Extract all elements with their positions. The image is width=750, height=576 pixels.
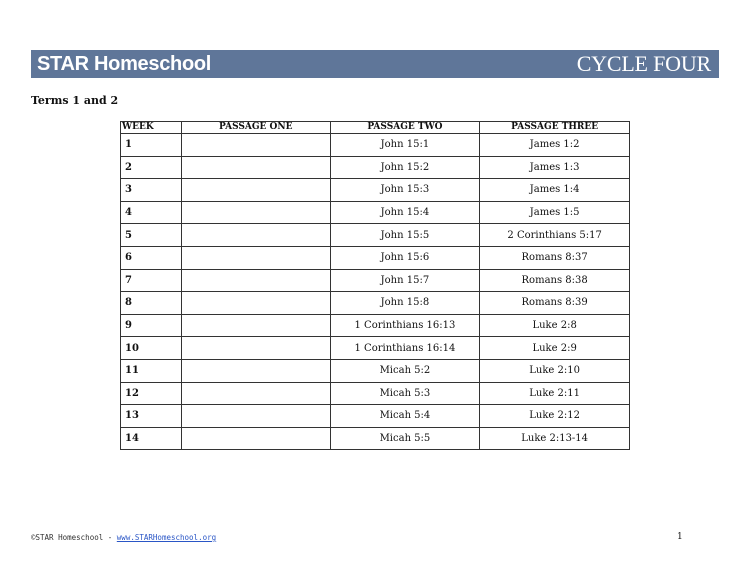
table-header-row [121,122,630,134]
table-row [121,314,630,337]
week-cell: 6 [121,246,182,269]
copyright-text: ©STAR Homeschool - [31,533,117,542]
passage-one-cell [181,224,330,247]
passage-three-cell: Luke 2:13-14 [480,427,630,450]
passage-three-cell: James 1:3 [480,156,630,179]
table-row [121,337,630,360]
week-cell: 9 [121,314,182,337]
week-cell: 8 [121,292,182,315]
passage-three-cell: Luke 2:11 [480,382,630,405]
passage-one-cell [181,269,330,292]
week-cell: 7 [121,269,182,292]
passage-two-cell: John 15:6 [330,246,480,269]
passage-one-cell [181,405,330,428]
passage-two-cell: John 15:8 [330,292,480,315]
passage-three-cell: 2 Corinthians 5:17 [480,224,630,247]
passage-one-cell [181,314,330,337]
column-header-passage-two: PASSAGE TWO [330,122,480,134]
passage-two-cell: John 15:2 [330,156,480,179]
passage-one-cell [181,201,330,224]
table-row [121,224,630,247]
table-row [121,427,630,450]
passage-three-cell: Luke 2:8 [480,314,630,337]
passage-two-cell: John 15:4 [330,201,480,224]
passage-schedule-table [120,121,630,450]
passage-two-cell: Micah 5:5 [330,427,480,450]
passage-one-cell [181,179,330,202]
table-row [121,179,630,202]
week-cell: 2 [121,156,182,179]
passage-one-cell [181,337,330,360]
passage-two-cell: John 15:7 [330,269,480,292]
column-header-passage-one: PASSAGE ONE [181,122,330,134]
passage-one-cell [181,359,330,382]
brand-title: STAR Homeschool [37,52,212,75]
passage-two-cell: John 15:1 [330,134,480,157]
week-cell: 5 [121,224,182,247]
table-row [121,382,630,405]
passage-two-cell: Micah 5:2 [330,359,480,382]
passage-two-cell: Micah 5:3 [330,382,480,405]
page-number: 1 [677,532,683,542]
passage-two-cell: 1 Corinthians 16:13 [330,314,480,337]
passage-one-cell [181,156,330,179]
passage-one-cell [181,134,330,157]
table-row [121,269,630,292]
passage-three-cell: James 1:4 [480,179,630,202]
week-cell: 4 [121,201,182,224]
passage-two-cell: Micah 5:4 [330,405,480,428]
passage-three-cell: Romans 8:38 [480,269,630,292]
column-header-passage-three: PASSAGE THREE [480,122,630,134]
passage-two-cell: John 15:3 [330,179,480,202]
footer [31,533,216,542]
column-header-week: WEEK [121,122,182,134]
table-row [121,246,630,269]
passage-one-cell [181,292,330,315]
week-cell: 10 [121,337,182,360]
passage-three-cell: Romans 8:37 [480,246,630,269]
passage-three-cell: Luke 2:10 [480,359,630,382]
cycle-title: CYCLE FOUR [576,51,711,76]
table-row [121,405,630,428]
table-row [121,134,630,157]
week-cell: 1 [121,134,182,157]
table-row [121,359,630,382]
passage-three-cell: Luke 2:9 [480,337,630,360]
passage-two-cell: 1 Corinthians 16:14 [330,337,480,360]
week-cell: 12 [121,382,182,405]
week-cell: 14 [121,427,182,450]
table-row [121,156,630,179]
table-body [121,134,630,450]
passage-one-cell [181,246,330,269]
passage-one-cell [181,427,330,450]
week-cell: 13 [121,405,182,428]
week-cell: 3 [121,179,182,202]
header-banner [31,50,719,78]
website-link[interactable]: www.STARHomeschool.org [116,533,217,542]
passage-three-cell: Romans 8:39 [480,292,630,315]
passage-three-cell: Luke 2:12 [480,405,630,428]
passage-three-cell: James 1:5 [480,201,630,224]
terms-heading: Terms 1 and 2 [31,94,119,107]
week-cell: 11 [121,359,182,382]
table-row [121,201,630,224]
passage-one-cell [181,382,330,405]
table-row [121,292,630,315]
passage-three-cell: James 1:2 [480,134,630,157]
passage-two-cell: John 15:5 [330,224,480,247]
